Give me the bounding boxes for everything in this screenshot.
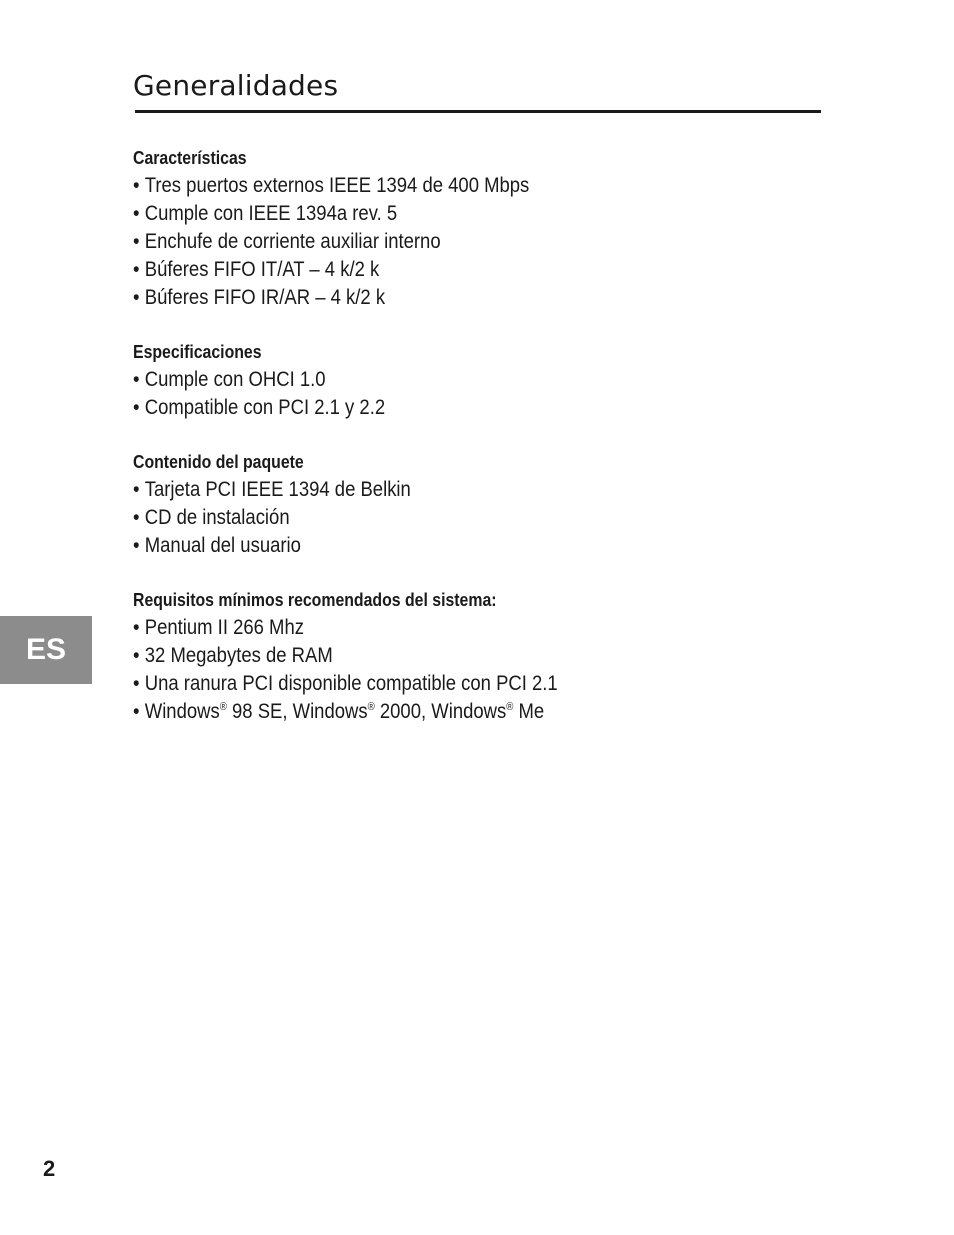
bullet: •: [133, 534, 140, 557]
list-item: [133, 284, 731, 312]
bullet: •: [133, 368, 140, 391]
bullet: •: [133, 644, 140, 667]
list-item-text: Búferes FIFO IR/AR – 4 k/2 k: [144, 286, 386, 309]
list-item-text: Una ranura PCI disponible compatible con PCI 2.1: [144, 672, 558, 695]
list-item-text: 32 Megabytes de RAM: [144, 644, 333, 667]
list-item-text: Manual del usuario: [144, 534, 301, 557]
bullet: •: [133, 672, 140, 695]
list-item-text: Tarjeta PCI IEEE 1394 de Belkin: [144, 478, 411, 501]
list-item-text: CD de instalación: [144, 506, 290, 529]
os-name: Windows: [144, 700, 220, 723]
list-item-text: Búferes FIFO IT/AT – 4 k/2 k: [144, 258, 380, 281]
section-heading: Características: [133, 148, 247, 168]
bullet: •: [133, 700, 140, 723]
list-item: [133, 504, 731, 532]
list-item: [133, 394, 731, 422]
list-item: [133, 532, 731, 560]
bullet: •: [133, 478, 140, 501]
section-caracteristicas: [133, 144, 813, 312]
list-item: [133, 256, 731, 284]
list-item-text: Cumple con OHCI 1.0: [144, 368, 326, 391]
list-item-text: Cumple con IEEE 1394a rev. 5: [144, 202, 398, 225]
section-heading: Requisitos mínimos recomendados del sistema:: [133, 590, 497, 610]
list-item: [133, 642, 731, 670]
bullet: •: [133, 230, 140, 253]
bullet: •: [133, 506, 140, 529]
bullet: •: [133, 258, 140, 281]
registered-mark: ®: [506, 701, 514, 713]
list-item-text: Pentium II 266 Mhz: [144, 616, 304, 639]
section-heading: Especificaciones: [133, 342, 262, 362]
list-item-text: Enchufe de corriente auxiliar interno: [144, 230, 441, 253]
list-item-text: Tres puertos externos IEEE 1394 de 400 Mbps: [144, 174, 530, 197]
title-divider: [135, 110, 821, 113]
language-tab-label: ES: [25, 633, 67, 666]
section-especificaciones: [133, 338, 813, 422]
page-title: Generalidades: [133, 69, 339, 102]
language-tab: [0, 616, 92, 684]
os-requirement-item: [133, 698, 731, 726]
section-requisitos-sistema: [133, 586, 813, 726]
section-heading: Contenido del paquete: [133, 452, 304, 472]
os-version-text: 98 SE,: [226, 700, 293, 723]
registered-mark: ®: [219, 701, 227, 713]
list-item: [133, 172, 731, 200]
bullet: •: [133, 286, 140, 309]
list-item: [133, 670, 731, 698]
list-item-text: Compatible con PCI 2.1 y 2.2: [144, 396, 386, 419]
os-name: Windows: [292, 700, 368, 723]
list-item: [133, 476, 731, 504]
bullet: •: [133, 202, 140, 225]
system-requirements-list: [133, 614, 813, 726]
list-item: [133, 200, 731, 228]
list-item: [133, 614, 731, 642]
bullet: •: [133, 616, 140, 639]
package-contents-list: [133, 476, 813, 560]
registered-mark: ®: [367, 701, 375, 713]
os-name: Windows: [431, 700, 507, 723]
section-contenido-paquete: [133, 448, 813, 560]
os-version-text: Me: [513, 700, 545, 723]
os-version-text: 2000,: [374, 700, 432, 723]
page-number: 2: [43, 1156, 56, 1181]
feature-list: [133, 172, 813, 312]
list-item: [133, 228, 731, 256]
content-area: [133, 144, 813, 752]
list-item: [133, 366, 731, 394]
bullet: •: [133, 174, 140, 197]
specification-list: [133, 366, 813, 422]
bullet: •: [133, 396, 140, 419]
